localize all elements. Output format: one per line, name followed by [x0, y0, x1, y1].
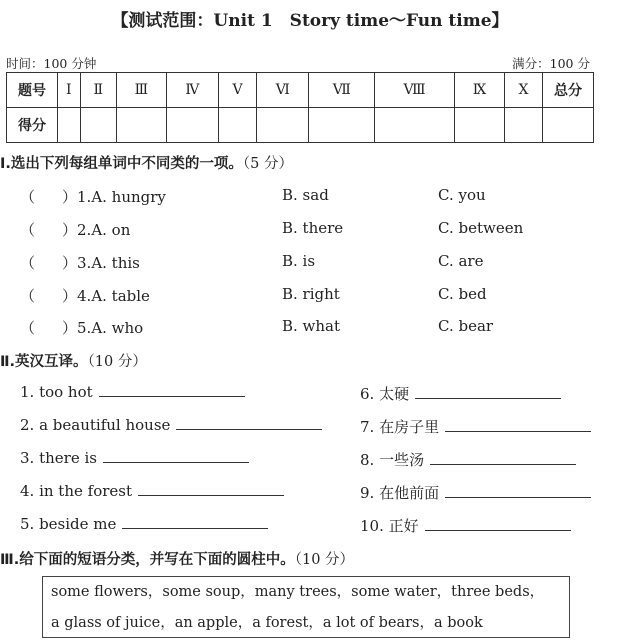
translation-item: 4. in the forest	[20, 482, 284, 500]
translation-item: 6. 太硬	[360, 383, 561, 404]
score-cell	[375, 108, 455, 143]
translation-item: 5. beside me	[20, 515, 268, 533]
score-table	[6, 72, 594, 143]
translation-item: 2. a beautiful house	[20, 416, 322, 434]
full-marks-label: 满分：100 分	[512, 56, 590, 71]
answer-blank[interactable]	[138, 494, 284, 496]
section1-heading	[0, 152, 293, 173]
question-paren: （	[20, 287, 36, 305]
score-cell	[218, 108, 256, 143]
section2-heading	[0, 350, 147, 371]
phrase-box	[42, 576, 570, 638]
section2-heading-text: Ⅱ.英汉互译。	[0, 354, 88, 370]
column-cell: Ⅲ	[116, 73, 166, 108]
question-option-b: B. is	[282, 252, 316, 270]
question-option-a: ）3.A. this	[62, 254, 140, 272]
section1-heading-text: Ⅰ.选出下列每组单词中不同类的一项。	[0, 156, 243, 172]
header-label-cell: 题号	[7, 73, 58, 108]
answer-blank[interactable]	[445, 496, 591, 498]
column-cell: Ⅰ	[58, 73, 81, 108]
section3-heading-text: Ⅲ.给下面的短语分类，并写在下面的圆柱中。	[0, 552, 295, 568]
section3-points: （10 分）	[294, 552, 355, 568]
score-cell	[58, 108, 81, 143]
page-title: 【测试范围：Unit 1 Story time～Fun time】	[111, 11, 509, 31]
question-option-a: ）4.A. table	[62, 287, 150, 305]
question-option-c: C. bear	[438, 317, 494, 335]
question-option-b: B. what	[282, 317, 341, 335]
question-option-a: ）1.A. hungry	[62, 188, 166, 206]
answer-blank[interactable]	[445, 430, 591, 432]
score-cell	[309, 108, 375, 143]
section1-points: （5 分）	[242, 156, 293, 172]
score-cell	[257, 108, 309, 143]
answer-blank[interactable]	[122, 527, 268, 529]
score-cell	[505, 108, 543, 143]
score-cell	[167, 108, 219, 143]
translation-item: 1. too hot	[20, 383, 245, 401]
question-option-b: B. right	[282, 285, 340, 303]
section2-points: （10 分）	[87, 354, 147, 370]
question-option-a: ）2.A. on	[62, 221, 131, 239]
phrase-line: a glass of juice，an apple，a forest，a lot of bears，a book	[51, 615, 483, 631]
column-cell: Ⅶ	[309, 73, 375, 108]
column-cell: Ⅱ	[80, 73, 116, 108]
total-label-cell: 总分	[543, 73, 594, 108]
score-table-score-row	[7, 108, 594, 143]
column-cell: Ⅹ	[505, 73, 543, 108]
score-cell	[454, 108, 504, 143]
column-cell: Ⅴ	[218, 73, 256, 108]
answer-blank[interactable]	[99, 395, 245, 397]
question-option-a: ）5.A. who	[62, 319, 144, 337]
column-cell: Ⅳ	[167, 73, 219, 108]
column-cell: Ⅷ	[375, 73, 455, 108]
question-option-c: C. bed	[438, 285, 487, 303]
column-cell: Ⅵ	[257, 73, 309, 108]
translation-item: 7. 在房子里	[360, 416, 591, 437]
question-paren: （	[20, 221, 36, 239]
translation-item: 10. 正好	[360, 515, 571, 536]
score-cell	[116, 108, 166, 143]
question-paren: （	[20, 319, 36, 337]
question-option-b: B. sad	[282, 186, 329, 204]
answer-blank[interactable]	[176, 428, 322, 430]
translation-item: 8. 一些汤	[360, 449, 576, 470]
score-label-cell: 得分	[7, 108, 58, 143]
question-option-c: C. are	[438, 252, 484, 270]
question-paren: （	[20, 188, 36, 206]
question-paren: （	[20, 254, 36, 272]
score-cell	[80, 108, 116, 143]
question-option-c: C. between	[438, 219, 524, 237]
question-option-c: C. you	[438, 186, 486, 204]
answer-blank[interactable]	[425, 529, 571, 531]
question-option-b: B. there	[282, 219, 344, 237]
score-table-header-row	[7, 73, 594, 108]
answer-blank[interactable]	[430, 463, 576, 465]
section3-heading	[0, 548, 354, 569]
answer-blank[interactable]	[103, 461, 249, 463]
column-cell: Ⅸ	[454, 73, 504, 108]
translation-item: 9. 在他前面	[360, 482, 591, 503]
phrase-line: some flowers，some soup，many trees，some water，three beds，	[51, 584, 545, 600]
total-score-cell	[543, 108, 594, 143]
time-label: 时间：100 分钟	[6, 56, 97, 71]
translation-item: 3. there is	[20, 449, 249, 467]
answer-blank[interactable]	[415, 397, 561, 399]
